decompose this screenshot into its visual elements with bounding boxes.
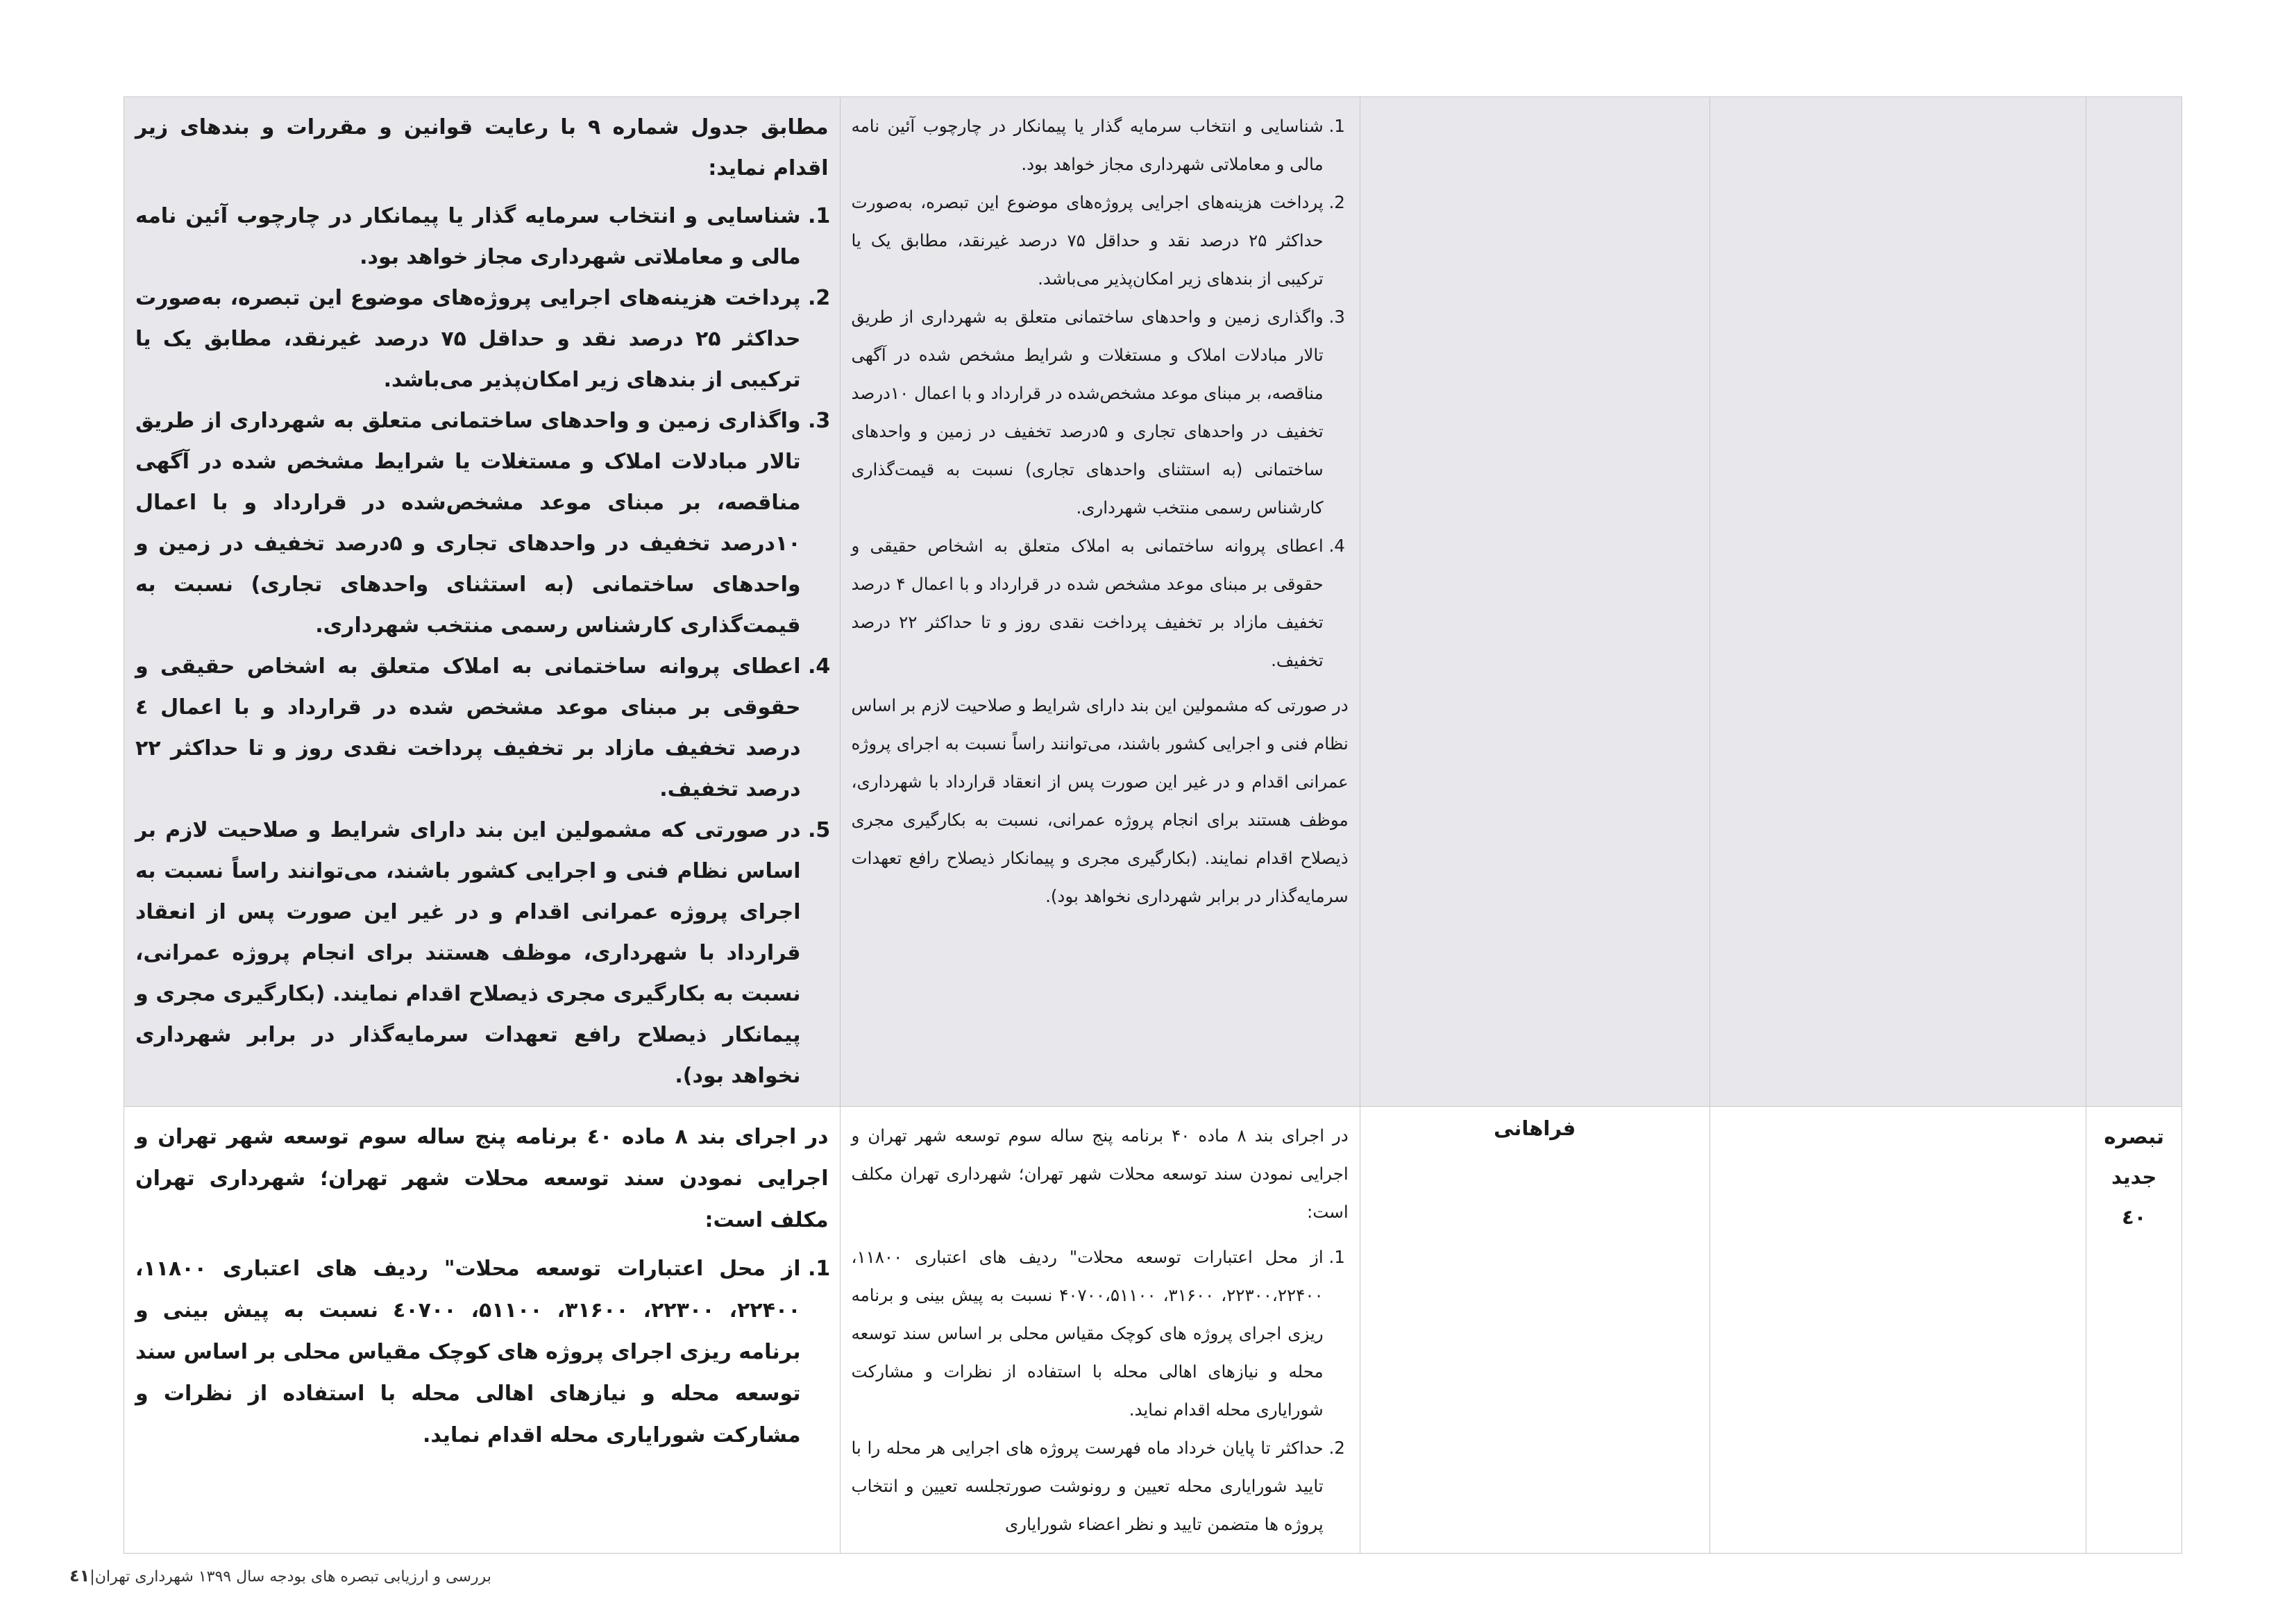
table-row [124, 1107, 2182, 1554]
proposer-cell [1360, 97, 1710, 1107]
original-text-cell [840, 1107, 1360, 1554]
final-text-cell [124, 97, 841, 1107]
original-item: 3. واگذاری زمین و واحدهای ساختمانی متعلق به شهرداری از طریق تالار مبادلات املاک و مستغلات و شرایط مشخص شده در آگهی مناقصه، بر مبنای موعد مشخص‌شده در قرارداد و با اعمال ۱۰درصد تخفیف در واحدهای تجاری و ۵درصد تخفیف در زمین و واحدهای ساختمانی (به استثنای واحدهای تجاری) نسبت به قیمت‌گذاری کارشناس رسمی منتخب شهرداری. [852, 298, 1324, 527]
original-item: 1. از محل اعتبارات توسعه محلات" ردیف های اعتباری ۱۱۸۰۰، ۲۲۳۰۰،۲۲۴۰۰، ۳۱۶۰۰، ۴۰۷۰۰،۵۱۱۰۰ نسبت به پیش بینی و برنامه ریزی اجرای پروژه های کوچک مقیاس محلی بر اساس سند توسعه محله و نیازهای اهالی محله با استفاده از نظرات و مشارکت شورایاری محله اقدام نماید. [852, 1238, 1324, 1429]
final-intro: مطابق جدول شماره ۹ با رعایت قوانین و مقررات و بندهای زیر اقدام نماید: [135, 115, 829, 180]
final-intro: در اجرای بند ۸ ماده ٤٠ برنامه پنج ساله سوم توسعه شهر تهران و اجرایی نمودن سند توسعه محلات شهر تهران؛ شهرداری تهران مکلف است: [135, 1125, 829, 1232]
final-text-cell [124, 1107, 841, 1554]
final-item: 2. پرداخت هزینه‌های اجرایی پروژه‌های موضوع این تبصره، به‌صورت حداکثر ۲۵ درصد نقد و حداقل ۷۵ درصد غیرنقد، مطابق یک یا ترکیبی از بندهای زیر امکان‌پذیر می‌باشد. [135, 278, 801, 400]
final-item: 4. اعطای پروانه ساختمانی به املاک متعلق به اشخاص حقیقی و حقوقی بر مبنای موعد مشخص شده در قرارداد و با اعمال ٤ درصد تخفیف مازاد بر تخفیف پرداخت نقدی روز و تا حداکثر ۲۲ درصد تخفیف. [135, 646, 801, 810]
original-item: 1. شناسایی و انتخاب سرمایه گذار یا پیمانکار در چارچوب آئین نامه مالی و معاملاتی شهرداری مجاز خواهد بود. [852, 107, 1324, 183]
empty-cell [1710, 1107, 2086, 1554]
final-item: 1. شناسایی و انتخاب سرمایه گذار یا پیمانکار در چارچوب آئین نامه مالی و معاملاتی شهرداری مجاز خواهد بود. [135, 196, 801, 278]
item-cell: تبصره جدید ٤٠ [2086, 1107, 2182, 1554]
empty-cell [1710, 97, 2086, 1107]
original-paragraph: در صورتی که مشمولین این بند دارای شرایط و صلاحیت لازم بر اساس نظام فنی و اجرایی کشور باشند، می‌توانند راساً نسبت به اجرای پروژه عمرانی اقدام و در غیر این صورت پس از انعقاد قرارداد با شهرداری، موظف هستند برای انجام پروژه عمرانی، نسبت به بکارگیری مجری ذیصلاح اقدام نمایند. (بکارگیری مجری و پیمانکار ذیصلاح رافع تعهدات سرمایه‌گذار در برابر شهرداری نخواهد بود). [851, 695, 1349, 906]
original-intro: در اجرای بند ۸ ماده ۴۰ برنامه پنج ساله سوم توسعه شهر تهران و اجرایی نمودن سند توسعه محلات شهر تهران؛ شهرداری تهران مکلف است: [851, 1125, 1349, 1222]
page-footer [69, 1566, 491, 1586]
original-item: 4. اعطای پروانه ساختمانی به املاک متعلق به اشخاص حقیقی و حقوقی بر مبنای موعد مشخص شده در قرارداد و با اعمال ۴ درصد تخفیف مازاد بر تخفیف پرداخت نقدی روز و تا حداکثر ۲۲ درصد تخفیف. [852, 527, 1324, 679]
table-row [124, 97, 2182, 1107]
proposer-cell: فراهانی [1360, 1107, 1710, 1554]
budget-notes-table [124, 96, 2182, 1554]
page-number: ٤١ [69, 1566, 90, 1586]
footer-separator: | [90, 1568, 95, 1586]
original-item: 2. حداکثر تا پایان خرداد ماه فهرست پروژه های اجرایی هر محله را با تایید شورایاری محله تعیین و رونوشت صورتجلسه تعیین و انتخاب پروژه ها متضمن تایید و نظر اعضاء شورایاری [852, 1429, 1324, 1543]
original-text-cell [840, 97, 1360, 1107]
footer-text: بررسی و ارزیابی تبصره های بودجه سال ۱۳۹۹ شهرداری تهران [94, 1568, 491, 1586]
final-item: 3. واگذاری زمین و واحدهای ساختمانی متعلق به شهرداری از طریق تالار مبادلات املاک و مستغلات یا شرایط مشخص شده در آگهی مناقصه، بر مبنای موعد مشخص‌شده در قرارداد و با اعمال ۱۰درصد تخفیف در واحدهای تجاری و ۵درصد تخفیف در زمین و واحدهای ساختمانی (به استثنای واحدهای تجاری) نسبت به قیمت‌گذاری کارشناس رسمی منتخب شهرداری. [135, 400, 801, 646]
original-item: 2. پرداخت هزینه‌های اجرایی پروژه‌های موضوع این تبصره، به‌صورت حداکثر ۲۵ درصد نقد و حداقل ۷۵ درصد غیرنقد، مطابق یک یا ترکیبی از بندهای زیر امکان‌پذیر می‌باشد. [852, 183, 1324, 298]
item-cell [2086, 97, 2182, 1107]
final-item: 5. در صورتی که مشمولین این بند دارای شرایط و صلاحیت لازم بر اساس نظام فنی و اجرایی کشور باشند، می‌توانند راساً نسبت به اجرای پروژه عمرانی اقدام و در غیر این صورت پس از انعقاد قرارداد با شهرداری، موظف هستند برای انجام پروژه عمرانی، نسبت به بکارگیری مجری ذیصلاح اقدام نمایند. (بکارگیری مجری و پیمانکار ذیصلاح رافع تعهدات سرمایه‌گذار در برابر شهرداری نخواهد بود). [135, 810, 801, 1096]
final-item: 1. از محل اعتبارات توسعه محلات" ردیف های اعتباری ۱۱۸۰۰، ۲۲۴۰۰، ۲۲۳۰۰، ۳۱۶۰۰، ۵۱۱۰۰، ٤٠٧٠٠ نسبت به پیش بینی و برنامه ریزی اجرای پروژه های کوچک مقیاس محلی بر اساس سند توسعه محله و نیازهای اهالی محله با استفاده از نظرات و مشارکت شورایاری محله اقدام نماید. [135, 1248, 801, 1456]
